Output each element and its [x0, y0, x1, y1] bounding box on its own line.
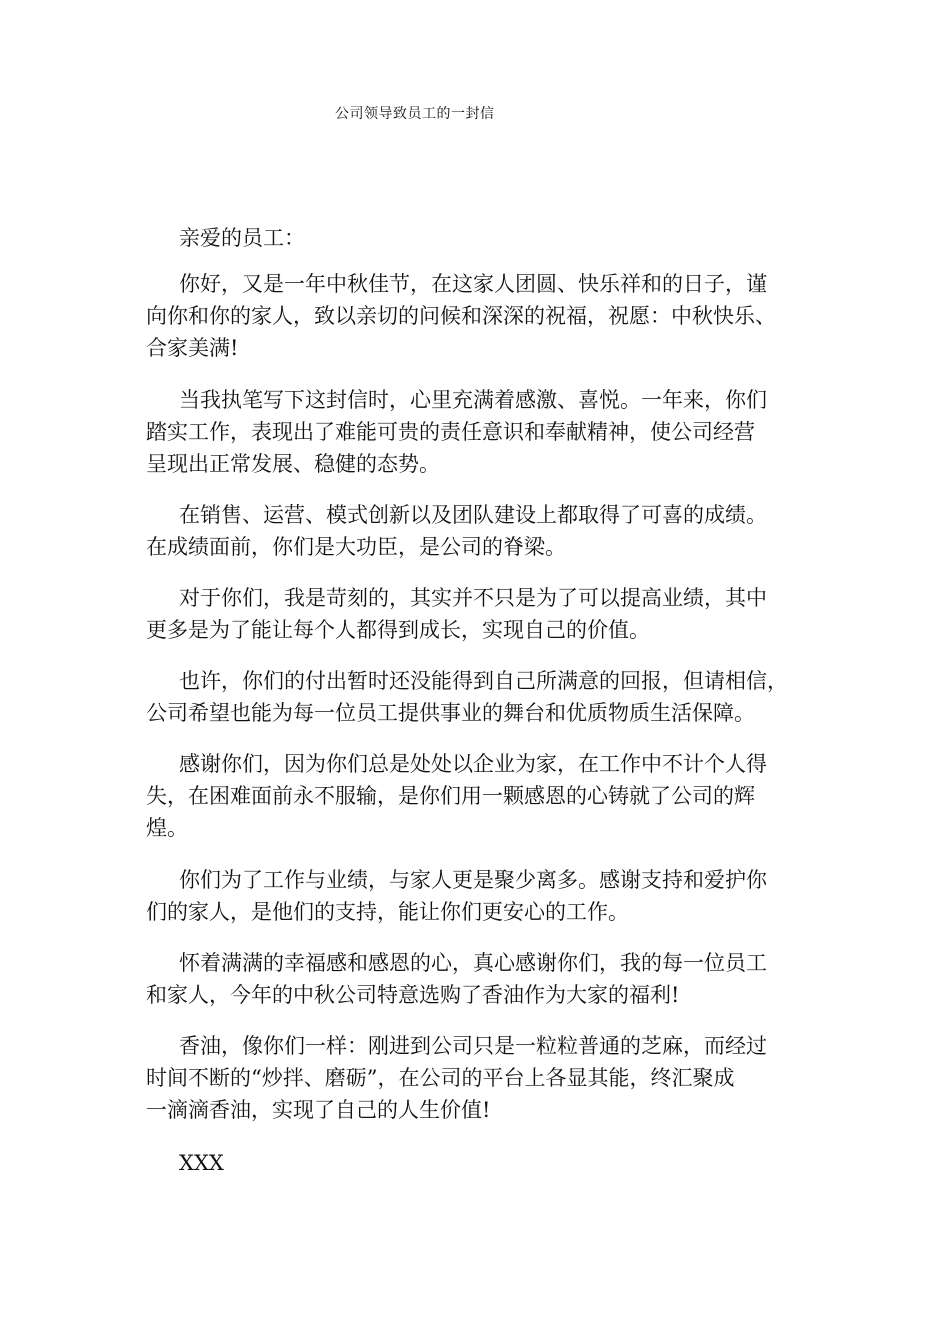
paragraph-line: 香油，像你们一样：刚进到公司只是一粒粒普通的芝麻，而经过 — [179, 1034, 767, 1058]
letter-greeting: 亲爱的员工： — [179, 226, 305, 250]
paragraph-line: 失，在困难面前永不服输，是你们用一颗感恩的心铸就了公司的辉 — [146, 784, 755, 808]
paragraph-line: 也许，你们的付出暂时还没能得到自己所满意的回报，但请相信， — [179, 669, 788, 693]
paragraph-line: 踏实工作，表现出了难能可贵的责任意识和奉献精神，使公司经营 — [146, 420, 755, 444]
document-title: 公司领导致员工的一封信 — [335, 106, 495, 122]
paragraph-line: 当我执笔写下这封信时，心里充满着感激、喜悦。一年来，你们 — [179, 388, 767, 412]
paragraph-line: 在销售、运营、模式创新以及团队建设上都取得了可喜的成绩。 — [179, 503, 767, 527]
paragraph-line: 时间不断的“炒拌、磨砺”，在公司的平台上各显其能，终汇聚成 — [146, 1066, 735, 1090]
letter-paragraph — [146, 1030, 767, 1126]
letter-paragraph — [146, 582, 767, 646]
paragraph-line: 煌。 — [146, 816, 188, 840]
paragraph-line: 你们为了工作与业绩，与家人更是聚少离多。感谢支持和爱护你 — [179, 868, 767, 892]
paragraph-line: 和家人，今年的中秋公司特意选购了香油作为大家的福利! — [146, 983, 680, 1007]
paragraph-line: 对于你们，我是苛刻的，其实并不只是为了可以提高业绩，其中 — [179, 586, 767, 610]
paragraph-line: 向你和你的家人，致以亲切的问候和深深的祝福，祝愿：中秋快乐、 — [146, 304, 776, 328]
paragraph-line: 你好，又是一年中秋佳节，在这家人团圆、快乐祥和的日子，谨 — [179, 272, 767, 296]
paragraph-line: 一滴滴香油，实现了自己的人生价值! — [146, 1098, 491, 1122]
letter-paragraph — [146, 947, 767, 1011]
paragraph-line: 感谢你们，因为你们总是处处以企业为家，在工作中不计个人得 — [179, 752, 767, 776]
letter-paragraph — [146, 864, 767, 928]
paragraph-line: 合家美满! — [146, 336, 239, 360]
letter-paragraph — [146, 748, 767, 844]
letter-paragraph — [146, 268, 776, 364]
letter-paragraph — [146, 665, 788, 729]
letter-signature: XXX — [179, 1151, 224, 1175]
letter-paragraph — [146, 384, 767, 480]
paragraph-line: 怀着满满的幸福感和感恩的心，真心感谢你们，我的每一位员工 — [179, 951, 767, 975]
paragraph-line: 公司希望也能为每一位员工提供事业的舞台和优质物质生活保障。 — [146, 701, 755, 725]
paragraph-line: 呈现出正常发展、稳健的态势。 — [146, 452, 440, 476]
paragraph-line: 更多是为了能让每个人都得到成长，实现自己的价值。 — [146, 618, 650, 642]
paragraph-line: 在成绩面前，你们是大功臣，是公司的脊梁。 — [146, 535, 566, 559]
letter-paragraph — [146, 499, 767, 563]
paragraph-line: 们的家人，是他们的支持，能让你们更安心的工作。 — [146, 900, 629, 924]
